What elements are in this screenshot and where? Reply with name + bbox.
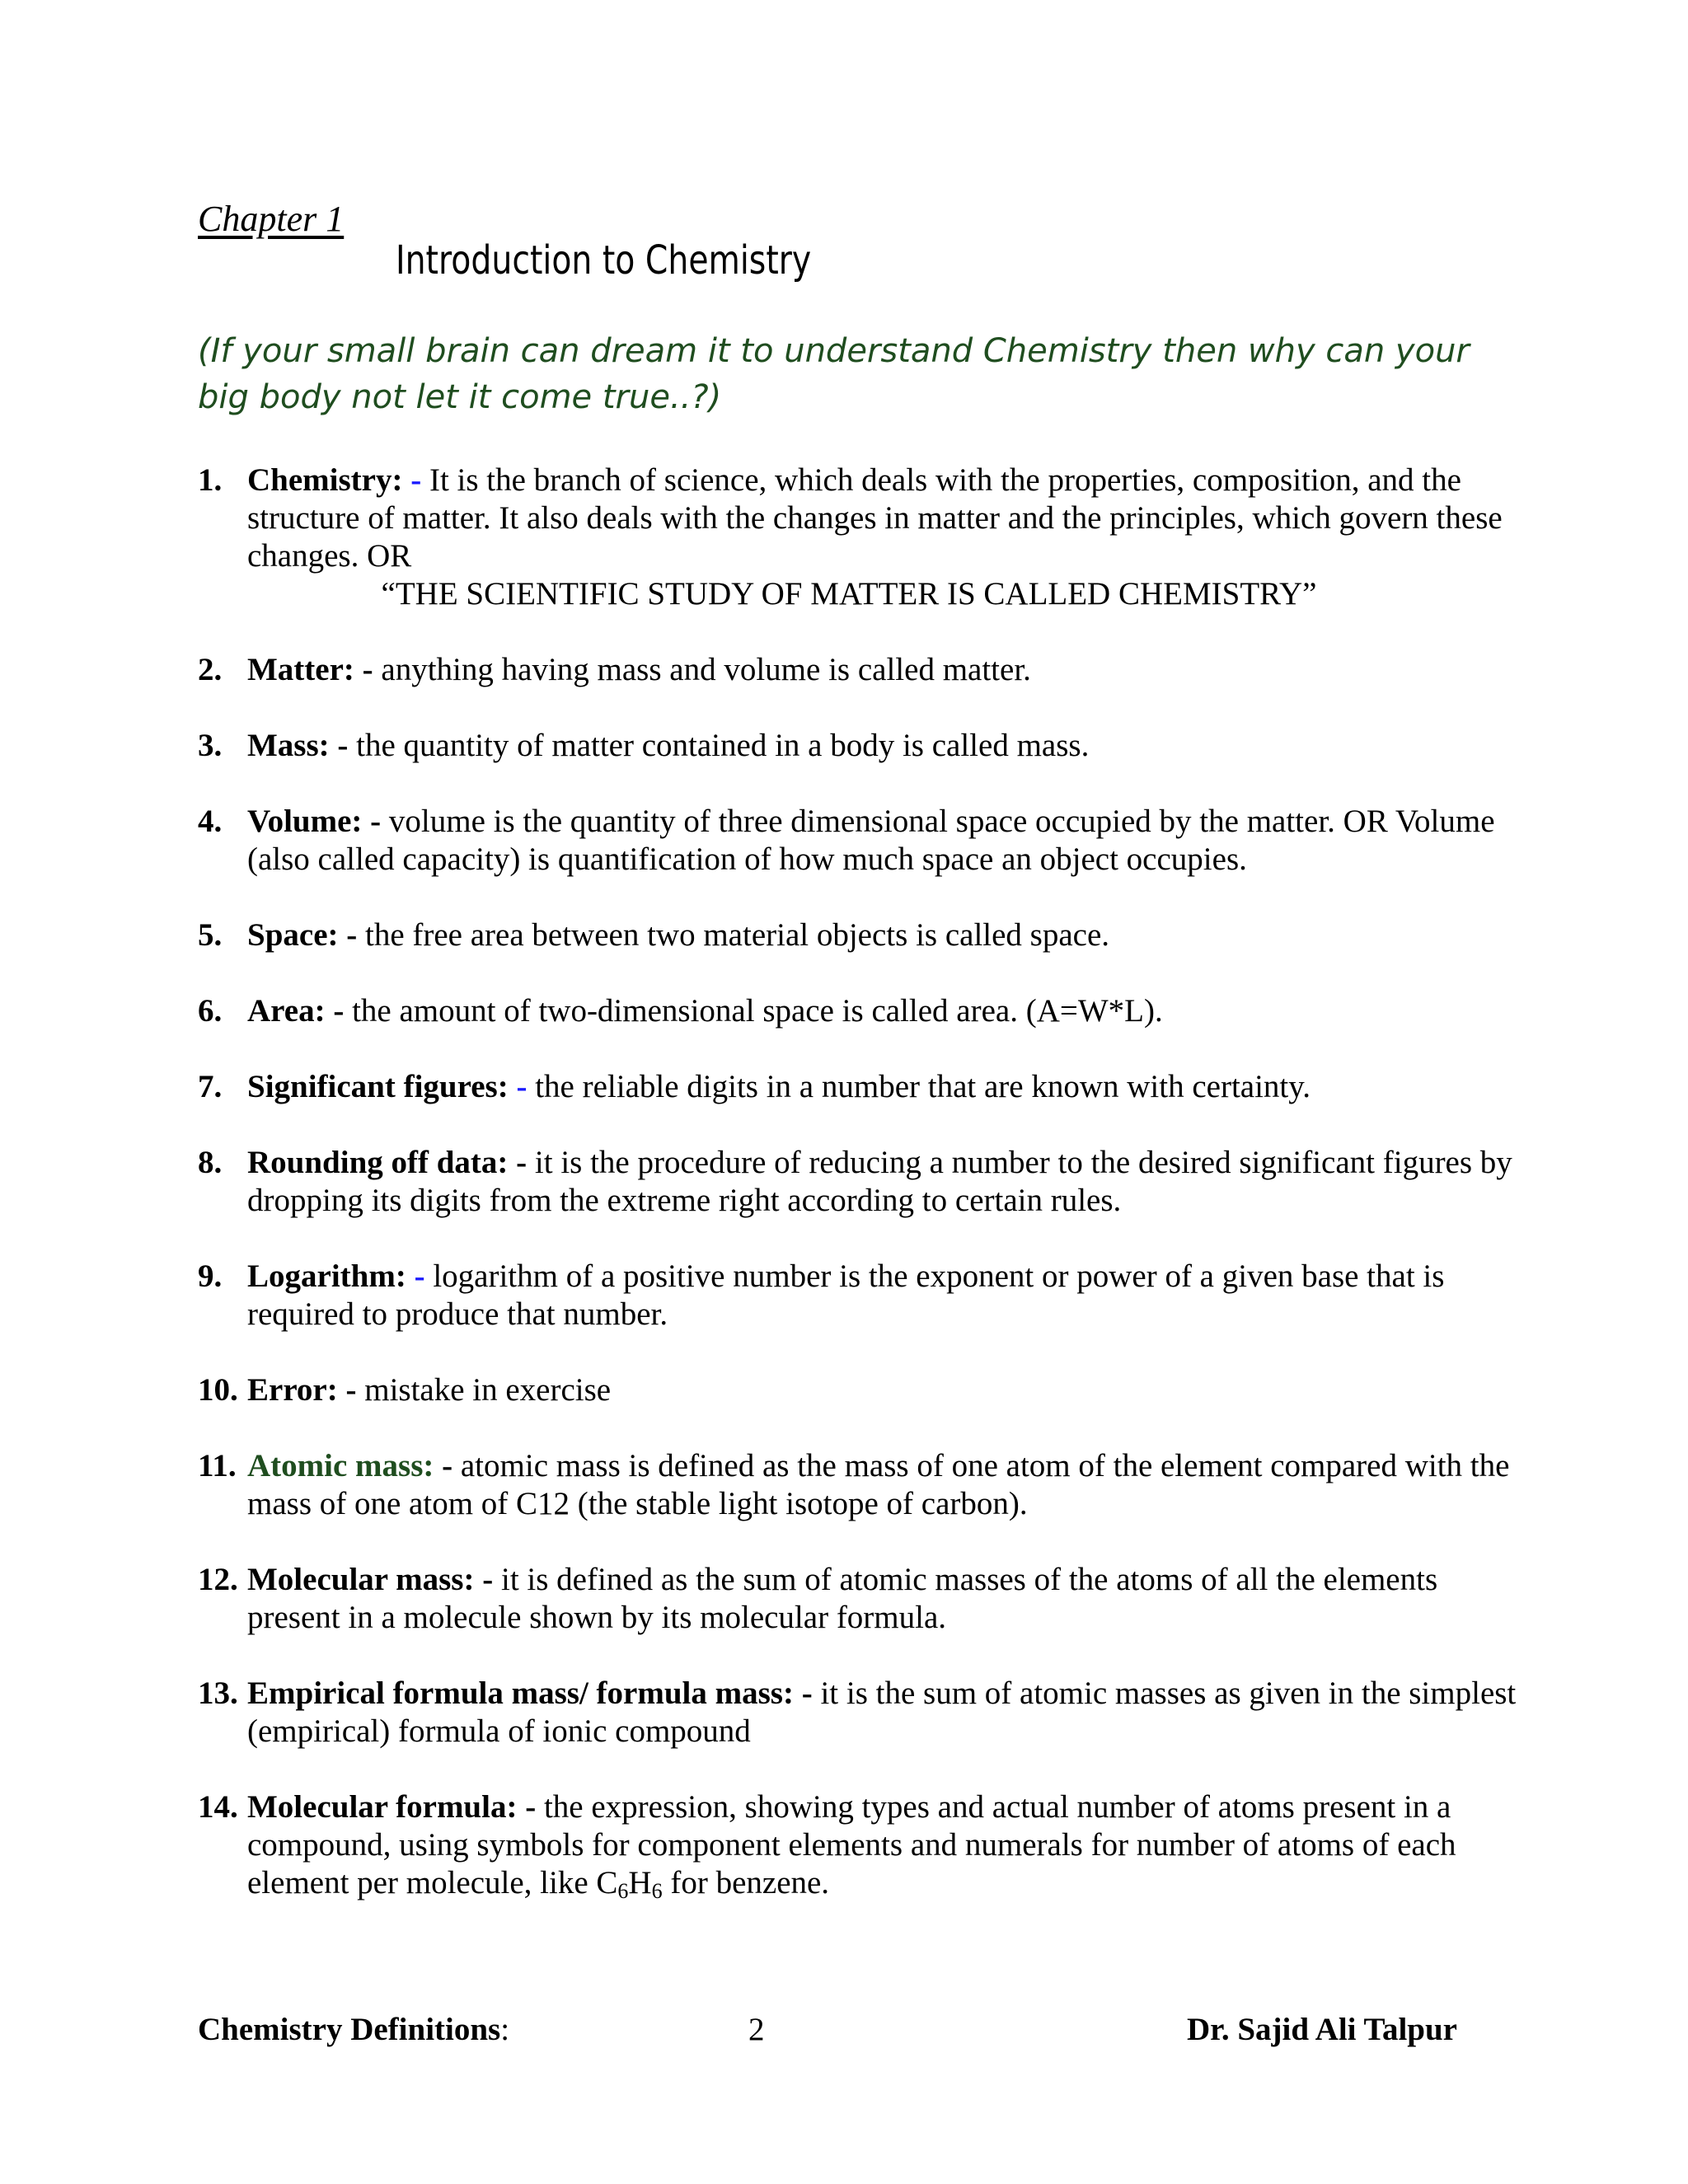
definition-term: Molecular mass: <box>247 1562 475 1597</box>
item-number: 2. <box>198 652 223 687</box>
definition-item <box>198 1258 1517 1333</box>
term-separator: - <box>338 917 365 953</box>
chapter-label: Chapter 1 <box>198 199 345 239</box>
definition-term: Molecular formula: <box>247 1789 518 1825</box>
definition-term: Chemistry: <box>247 462 403 498</box>
definitions-list <box>198 462 1517 1948</box>
definition-text: volume is the quantity of three dimensional space occupied by the matter. OR Volume (also called capacity) is quantification of how much space an object occupies. <box>247 804 1495 877</box>
definition-item <box>198 1675 1517 1750</box>
definition-term: Error: <box>247 1372 338 1408</box>
definition-text: it is the sum of atomic masses as given in the simplest (empirical) formula of ionic compound <box>247 1675 1517 1749</box>
term-separator: - <box>329 728 357 763</box>
definition-text: the reliable digits in a number that are known with certainty. <box>535 1069 1311 1104</box>
item-number: 11. <box>198 1448 237 1483</box>
definition-text: mistake in exercise <box>364 1372 612 1408</box>
term-separator: - <box>406 1258 434 1294</box>
definition-text: it is defined as the sum of atomic masses of the atoms of all the elements present in a molecule shown by its molecular formula. <box>247 1562 1438 1635</box>
definition-term: Logarithm: <box>247 1258 406 1294</box>
definition-item <box>198 1447 1517 1523</box>
item-number: 8. <box>198 1145 223 1180</box>
term-separator: - <box>474 1562 501 1597</box>
definition-item <box>198 651 1517 689</box>
definition-term: Rounding off data: <box>247 1145 509 1180</box>
definition-text: It is the branch of science, which deals with the properties, composition, and the structure of matter. It also deals with the changes in matter and the principles, which govern these changes. OR <box>247 462 1503 574</box>
definition-item <box>198 916 1517 954</box>
definition-item <box>198 803 1517 879</box>
item-number: 9. <box>198 1258 223 1294</box>
definition-term: Atomic mass: <box>247 1448 434 1483</box>
definition-term: Mass: <box>247 728 330 763</box>
definition-text: the expression, showing types and actual number of atoms present in a compound, using symbols for component elements and numerals for number of atoms of each element per molecule, like <box>247 1789 1456 1900</box>
definition-term: Significant figures: <box>247 1069 509 1104</box>
item-number: 5. <box>198 917 223 953</box>
item-number: 13. <box>198 1675 238 1711</box>
definition-item <box>198 462 1517 613</box>
definition-text: it is the procedure of reducing a number to the desired significant figures by dropping its digits from the extreme right according to certain rules. <box>247 1145 1512 1218</box>
definition-term: Volume: <box>247 804 363 839</box>
item-number: 4. <box>198 804 223 839</box>
page-title: Introduction to Chemistry <box>396 237 812 284</box>
motivational-quote: (If your small brain can dream it to understand Chemistry then why can your big body not let it come true..?) <box>198 332 1470 416</box>
term-separator: - <box>402 462 429 498</box>
term-separator: - <box>337 1372 365 1408</box>
item-number: 14. <box>198 1789 238 1825</box>
page-number: 2 <box>748 2012 765 2047</box>
definition-item <box>198 1371 1517 1409</box>
term-separator: - <box>508 1069 536 1104</box>
definition-text: atomic mass is defined as the mass of one atom of the element compared with the mass of one atom of C12 (the stable light isotope of carbon). <box>247 1448 1510 1521</box>
item-number: 7. <box>198 1069 223 1104</box>
definition-item <box>198 1561 1517 1637</box>
definition-emphasis: “THE SCIENTIFIC STUDY OF MATTER IS CALLED CHEMISTRY” <box>381 576 1317 612</box>
definition-term: Area: <box>247 993 326 1029</box>
item-number: 1. <box>198 462 223 498</box>
definition-item <box>198 1144 1517 1220</box>
term-separator: - <box>362 804 389 839</box>
item-number: 12. <box>198 1562 238 1597</box>
definition-item <box>198 1068 1517 1106</box>
footer-author: Dr. Sajid Ali Talpur <box>1186 2012 1457 2047</box>
definition-text: the quantity of matter contained in a body is called mass. <box>356 728 1090 763</box>
term-separator: - <box>517 1789 544 1825</box>
definition-text: the free area between two material objects is called space. <box>365 917 1110 953</box>
definition-text: the amount of two-dimensional space is called area. (A=W*L). <box>352 993 1163 1029</box>
definition-tail: for benzene. <box>662 1865 830 1900</box>
term-separator: - <box>354 652 382 687</box>
definition-text: logarithm of a positive number is the exponent or power of a given base that is required to produce that number. <box>247 1258 1445 1332</box>
definition-term: Empirical formula mass/ formula mass: <box>247 1675 794 1711</box>
term-separator: - <box>793 1675 821 1711</box>
term-separator: - <box>325 993 353 1029</box>
definition-term: Space: <box>247 917 339 953</box>
definition-text: anything having mass and volume is called matter. <box>381 652 1031 687</box>
term-separator: - <box>508 1145 535 1180</box>
definition-item <box>198 727 1517 765</box>
definition-term: Matter: <box>247 652 354 687</box>
term-separator: - <box>434 1448 461 1483</box>
definition-item <box>198 1788 1517 1910</box>
item-number: 10. <box>198 1372 238 1408</box>
item-number: 6. <box>198 993 223 1029</box>
footer-book-title: Chemistry Definitions: <box>198 2012 510 2047</box>
definition-item <box>198 992 1517 1030</box>
benzene-formula: $C_6H_6$ <box>596 1865 663 1903</box>
item-number: 3. <box>198 728 223 763</box>
